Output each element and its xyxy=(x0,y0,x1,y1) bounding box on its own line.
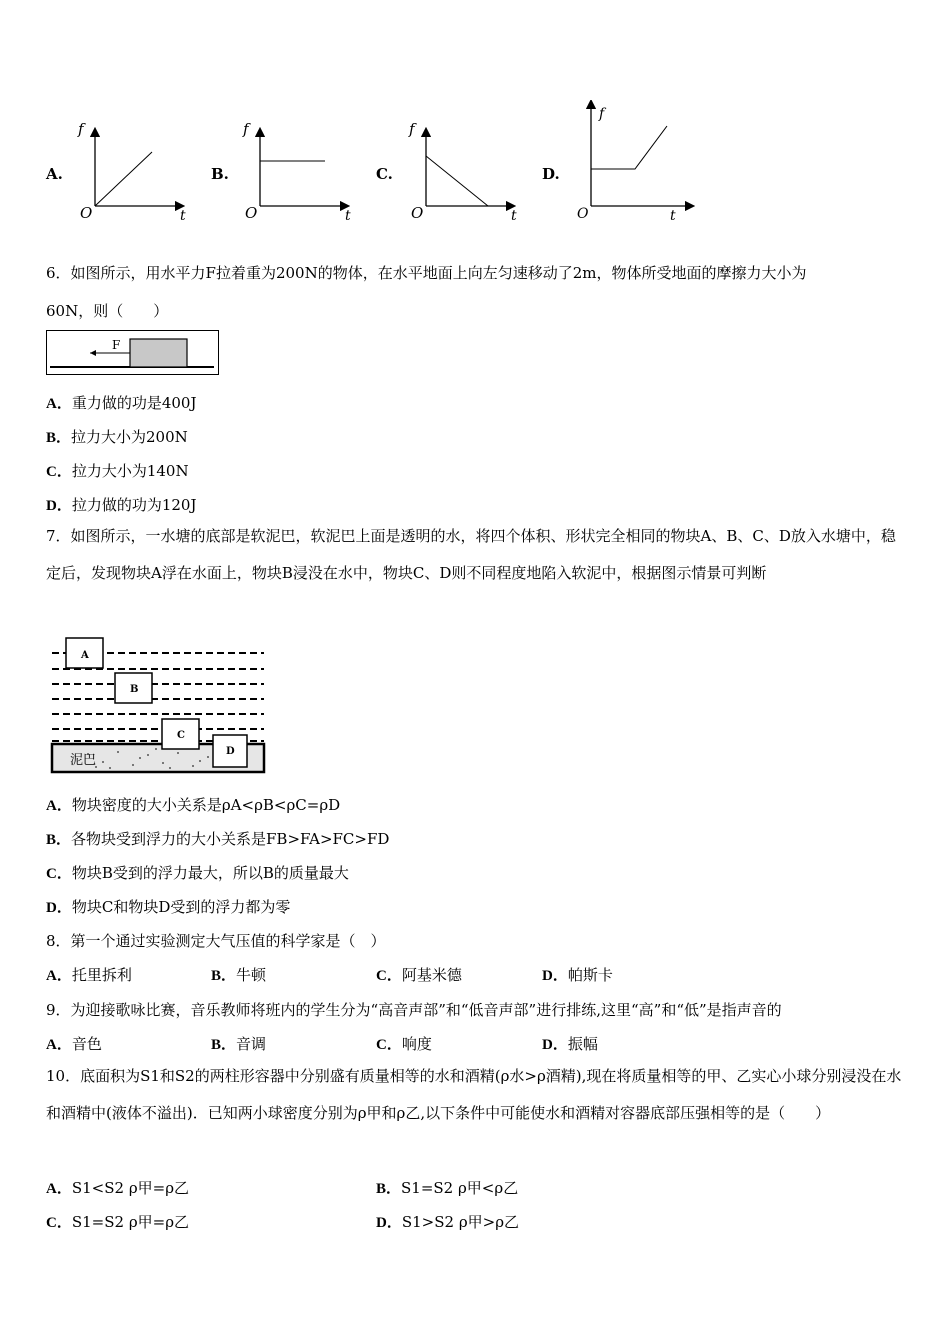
q9-option-d: D．振幅 xyxy=(542,1035,598,1053)
graph-b xyxy=(242,120,351,224)
q9-option-c: C．响度 xyxy=(376,1035,432,1053)
graph-a-t: t xyxy=(180,208,186,224)
graph-c xyxy=(408,120,517,224)
graph-b-o: O xyxy=(245,204,258,222)
graph-c-f: f xyxy=(409,120,415,138)
q6-figure xyxy=(46,330,221,376)
q8-option-c: C．阿基米德 xyxy=(376,966,462,984)
q10-option-a: A．S1<S2 ρ甲=ρ乙 xyxy=(46,1179,190,1197)
graph-d-label: D. xyxy=(542,165,560,183)
q6-option-b: B．拉力大小为200N xyxy=(46,428,188,446)
q6-block xyxy=(130,339,187,367)
q9-option-a: A．音色 xyxy=(46,1035,102,1053)
graph-c-o: O xyxy=(411,204,424,222)
block-a-label: A xyxy=(81,650,89,661)
graph-d-f: f xyxy=(599,106,605,122)
graph-b-f: f xyxy=(243,120,249,138)
graph-d-t: t xyxy=(670,208,676,224)
q10-option-c: C．S1=S2 ρ甲=ρ乙 xyxy=(46,1213,190,1231)
q8-option-a: A．托里拆利 xyxy=(46,966,132,984)
graph-c-t: t xyxy=(511,208,517,224)
q10-stem: 10．底面积为S1和S2的两柱形容器中分别盛有质量相等的水和酒精(ρ水>ρ酒精),现在将质量相等的甲、乙实心小球分别浸没在水和酒精中(液体不溢出)．已知两小球密度分别为ρ甲和ρ乙,以下条件中可能使水和酒精对容器底部压强相等的是（ ） xyxy=(46,1067,902,1122)
q7-option-b: B．各物块受到浮力的大小关系是FB>FA>FC>FD xyxy=(46,830,390,848)
block-b-label: B xyxy=(130,684,139,695)
graph-a xyxy=(77,120,186,224)
graph-a-f: f xyxy=(78,120,84,138)
q7-option-a: A．物块密度的大小关系是ρA<ρB<ρC=ρD xyxy=(46,796,341,814)
q9-stem: 9．为迎接歌咏比赛，音乐教师将班内的学生分为“高音声部”和“低音声部”进行排练,这里“高”和“低”是指声音的 xyxy=(46,1001,782,1019)
q6-option-d: D．拉力做的功为120J xyxy=(46,496,197,514)
graph-a-o: O xyxy=(80,204,93,222)
graph-b-t: t xyxy=(345,208,351,224)
graph-c-label: C. xyxy=(376,165,393,183)
graph-d xyxy=(577,104,690,224)
q6-stem-line1: 6．如图所示，用水平力F拉着重为200N的物体，在水平地面上向左匀速移动了2m，物体所受地面的摩擦力大小为 xyxy=(46,264,807,282)
q7-figure xyxy=(48,637,268,777)
q10-option-b: B．S1=S2 ρ甲<ρ乙 xyxy=(376,1179,519,1197)
q8-stem: 8．第一个通过实验测定大气压值的科学家是（ ） xyxy=(46,932,386,950)
graph-a-label: A. xyxy=(46,165,63,183)
q7-option-c: C．物块B受到的浮力最大，所以B的质量最大 xyxy=(46,864,349,882)
graph-b-label: B. xyxy=(211,165,229,183)
q6-force-label: F xyxy=(112,338,121,352)
mud-label: 泥巴 xyxy=(70,753,97,768)
q6-option-c: C．拉力大小为140N xyxy=(46,462,189,480)
graph-d-o: O xyxy=(577,206,589,222)
q8-option-b: B．牛顿 xyxy=(211,966,267,984)
q7-option-d: D．物块C和物块D受到的浮力都为零 xyxy=(46,898,291,916)
q7-stem: 7．如图所示，一水塘的底部是软泥巴，软泥巴上面是透明的水，将四个体积、形状完全相同的物块A、B、C、D放入水塘中，稳定后，发现物块A浮在水面上，物块B浸没在水中，物块C、D则不同程度地陷入软泥中，根据图示情景可判断 xyxy=(46,527,896,582)
q5-graphs-svg xyxy=(70,100,730,230)
q6-option-a: A．重力做的功是400J xyxy=(46,394,197,412)
block-d-label: D xyxy=(226,746,235,757)
block-c-label: C xyxy=(177,730,185,741)
q10-option-d: D．S1>S2 ρ甲>ρ乙 xyxy=(376,1213,520,1231)
q8-option-d: D．帕斯卡 xyxy=(542,966,613,984)
q9-option-b: B．音调 xyxy=(211,1035,267,1053)
q6-stem-line2: 60N，则（ ） xyxy=(46,302,169,320)
